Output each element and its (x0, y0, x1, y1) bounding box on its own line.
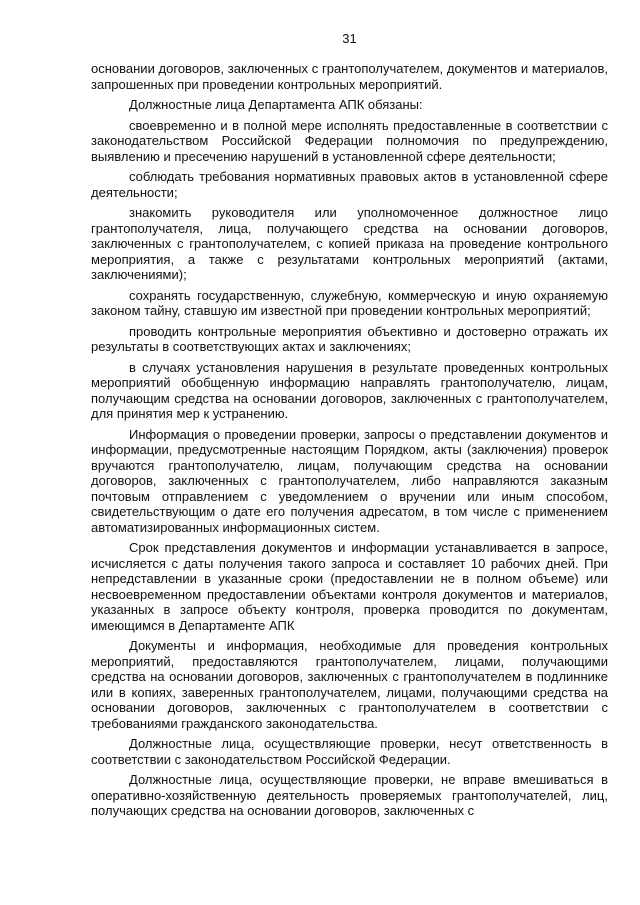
document-body (91, 61, 608, 819)
paragraph: проводить контрольные мероприятия объективно и достоверно отражать их результаты в соответствующих актах и заключениях; (91, 323, 608, 354)
page-number: 31 (342, 31, 357, 46)
paragraph: Должностные лица, осуществляющие проверки, не вправе вмешиваться в оперативно-хозяйственную деятельность проверяемых грантополучателей, лиц, получающих средства на основании договоров, заключенных с (91, 772, 608, 818)
paragraph: Срок представления документов и информации устанавливается в запросе, исчисляется с даты получения такого запроса и составляет 10 рабочих дней. При непредставлении в указанные сроки (предоставлении не в полном объеме) или несвоевременном предоставлении объектами контроля документов и материалов, указанных в запросе объекту контроля, проверка проводится по документам, имеющимся в Департаменте АПК (91, 540, 608, 633)
paragraph: Информация о проведении проверки, запросы о представлении документов и информации, предусмотренные настоящим Порядком, акты (заключения) проверок вручаются грантополучателю, лицам, получающим средства на основании договоров, заключенных с грантополучателем, либо направляются заказным почтовым отправлением с уведомлением о вручении или иным способом, свидетельствующим о дате его получения адресатом, в том числе с применением автоматизированных информационных систем. (91, 426, 608, 535)
paragraph: соблюдать требования нормативных правовых актов в установленной сфере деятельности; (91, 169, 608, 200)
paragraph: своевременно и в полной мере исполнять предоставленные в соответствии с законодательством Российской Федерации полномочия по предупреждению, выявлению и пресечению нарушений в установленной сфере деятельности; (91, 117, 608, 164)
paragraph: в случаях установления нарушения в результате проведенных контрольных мероприятий обобщенную информацию направлять грантополучателю, лицам, получающим средства на основании договоров, заключенных с грантополучателем, для принятия мер к устранению. (91, 359, 608, 421)
paragraph: основании договоров, заключенных с грантополучателем, документов и материалов, запрошенных при проведении контрольных мероприятий. (91, 61, 608, 92)
paragraph: Документы и информация, необходимые для проведения контрольных мероприятий, предоставляются грантополучателем, лицами, получающими средства на основании договоров, заключенных с грантополучателем в подлиннике или в копиях, заверенных грантополучателем, лицами, получающими средства на основании договоров, заключенных с грантополучателем в соответствии с требованиями гражданского законодательства. (91, 638, 608, 731)
paragraph: Должностные лица Департамента АПК обязаны: (129, 97, 423, 112)
paragraph: сохранять государственную, служебную, коммерческую и иную охраняемую законом тайну, ставшую им известной при проведении контрольных мероприятий; (91, 287, 608, 318)
paragraph: Должностные лица, осуществляющие проверки, несут ответственность в соответствии с законодательством Российской Федерации. (91, 736, 608, 767)
paragraph: знакомить руководителя или уполномоченное должностное лицо грантополучателя, лица, получающего средства на основании договоров, заключенных с грантополучателем, с копией приказа на проведение контрольного мероприятия, а также с результатами контрольных мероприятий (актами, заключениями); (91, 205, 608, 282)
